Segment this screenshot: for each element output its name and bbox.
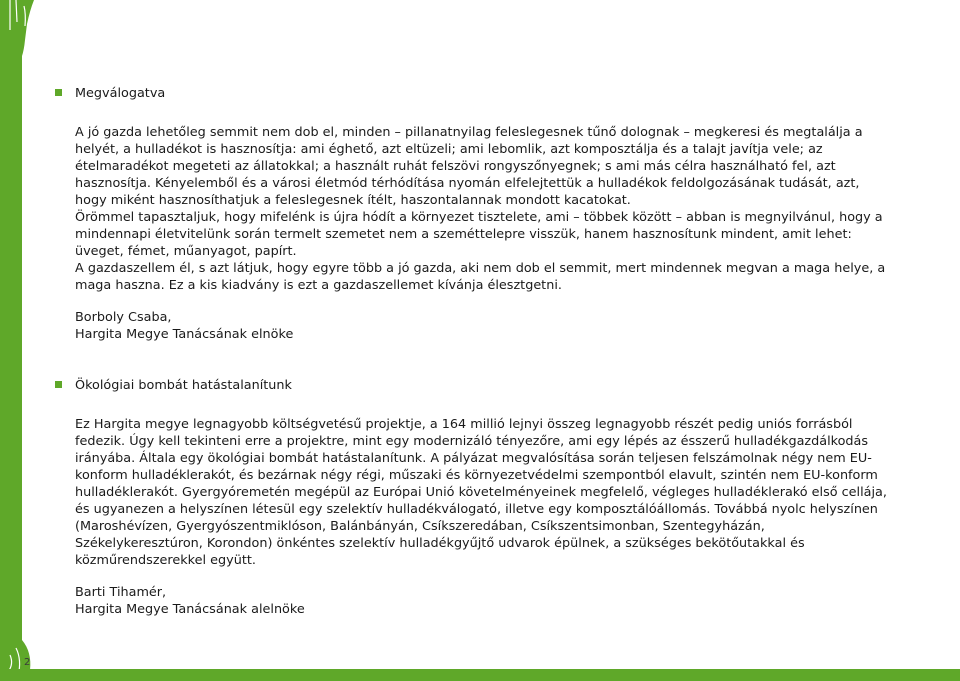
green-hand-decoration <box>0 0 40 681</box>
paragraph: Ez Hargita megye legnagyobb költségvetésű projektje, a 164 millió lejnyi összeg legnagyobb részét pedig uniós forrásból fedezik. Úgy kell tekinteni erre a projektre, mint egy modernizáló tényezőre, ami egy lépés az ésszerű hulladékgazdálkodás irányába. Általa egy ökológiai bombát hatástalanítunk. A pályázat megvalósítása során teljesen felszámolnak négy nem EU-konform hulladéklerakót, és bezárnak négy régi, műszaki és környezetvédelmi szempontból elavult, szintén nem EU-konform hulladéklerakót. Gyergyóremetén megépül az Európai Unió követelményeinek megfelelő, végleges hulladéklerakó első cellája, és ugyanezen a helyszínen létesül egy szelektív hulladékválogató, illetve egy komposztálóállomás. Továbbá nyolc helyszínen (Maroshévízen, Gyergyószentmiklóson, Balánbányán, Csíkszeredában, Csíkszentsimonban, Szentegyházán, Székelykeresztúron, Korondon) önkéntes szelektív hulladékgyűjtő udvarok épülnek, a szükséges bekötőutakkal és közműrendszerekkel együtt. <box>75 417 887 568</box>
paragraph: A gazdaszellem él, s azt látjuk, hogy egyre több a jó gazda, aki nem dob el semmit, mert mindennek megvan a maga helye, a maga haszna. Ez a kis kiadvány is ezt a gazdaszellemet kívánja élesztgetni. <box>75 261 886 293</box>
section-heading <box>75 85 895 102</box>
bottom-green-bar <box>0 669 960 681</box>
square-bullet-icon <box>55 89 62 96</box>
paragraph: A jó gazda lehetőleg semmit nem dob el, minden – pillanatnyilag feleslegesnek tűnő dolognak – megkeresi és megtalálja a helyét, a hulladékot is hasznosítja: ami éghető, azt eltüzeli; ami lebomlik, azt komposztálja és a talajt javítja vele; az ételmaradékot megeteti az állatokkal; a használt ruhát felszövi rongyszőnyegnek; s ami más célra használható fel, azt hasznosítja. Kényelemből és a városi életmód térhódítása nyomán elfelejtettük a hulladékok feldolgozásának tudását, azt, hogy miként hasznosíthatjuk a feleslegesnek ítélt, haszontalannak mondott kacatokat. <box>75 125 863 208</box>
square-bullet-icon <box>55 381 62 388</box>
section-heading-text: Megválogatva <box>75 86 166 101</box>
signature-title: Hargita Megye Tanácsának alelnöke <box>75 602 305 617</box>
page-content <box>75 85 895 618</box>
signature-title: Hargita Megye Tanácsának elnöke <box>75 327 294 342</box>
page-number: 2 <box>24 657 31 668</box>
section-heading <box>75 377 895 394</box>
paragraph: Örömmel tapasztaljuk, hogy mifelénk is újra hódít a környezet tisztelete, ami – többek között – abban is megnyilvánul, hogy a mindennapi életvitelünk során termelt szemetet nem a szeméttelepre visszük, hanem hasznosítunk mindent, amit lehet: üveget, fémet, műanyagot, papírt. <box>75 210 883 259</box>
signature-name: Barti Tihamér, <box>75 585 167 600</box>
section-heading-text: Ökológiai bombát hatástalanítunk <box>75 378 292 393</box>
signature-name: Borboly Csaba, <box>75 310 172 325</box>
